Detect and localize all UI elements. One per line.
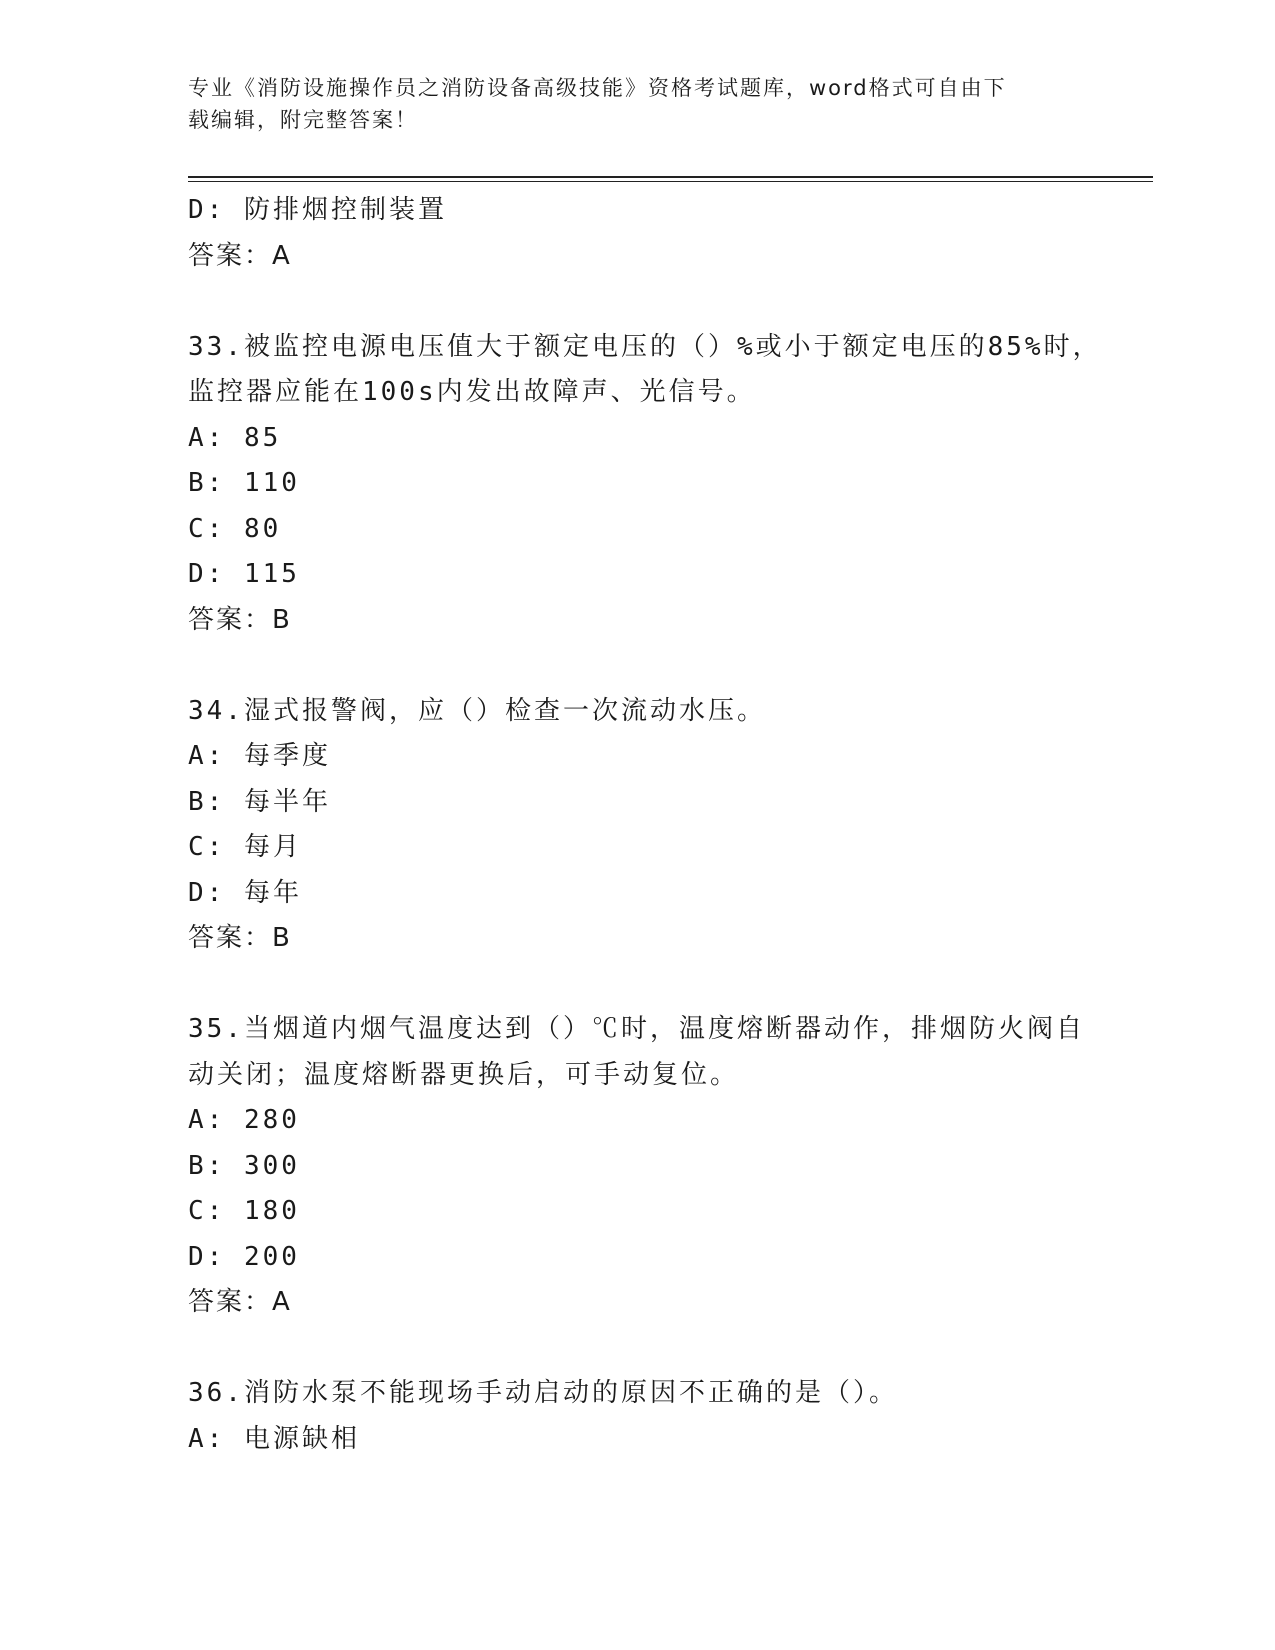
- question-34-answer: 答案：B: [188, 923, 292, 953]
- spacer: [188, 962, 1088, 1008]
- spacer: [188, 643, 1088, 689]
- question-33-option-b: B: 110: [188, 468, 300, 498]
- question-33-option-a: A: 85: [188, 422, 282, 453]
- spacer: [188, 279, 1088, 325]
- prev-option-d: D: 防排烟控制装置: [188, 195, 447, 225]
- header-divider-thick: [188, 176, 1153, 178]
- question-33-answer: 答案：B: [188, 604, 292, 635]
- question-list: [188, 188, 1102, 1462]
- spacer: [188, 1326, 1088, 1372]
- question-34-option-d: D: 每年: [188, 877, 302, 908]
- question-33-text-line-1: 33.被监控电源电压值大于额定电压的（）%或小于额定电压的85%时，: [188, 331, 1102, 362]
- question-35-option-a: A: 280: [188, 1105, 300, 1135]
- prev-answer: 答案：A: [188, 240, 292, 271]
- question-34-option-c: C: 每月: [188, 832, 302, 862]
- question-35: [188, 1007, 1088, 1326]
- document-header: [188, 72, 1078, 136]
- question-33: [188, 325, 1102, 644]
- question-36-text: 36.消防水泵不能现场手动启动的原因不正确的是（）。: [188, 1378, 898, 1408]
- question-33-text-line-2: 监控器应能在100s内发出故障声、光信号。: [188, 377, 756, 407]
- question-35-option-d: D: 200: [188, 1241, 300, 1272]
- header-line-2: 载编辑，附完整答案！: [188, 108, 418, 132]
- question-36-option-a: A: 电源缺相: [188, 1423, 360, 1454]
- question-33-option-c: C: 80: [188, 513, 282, 544]
- question-35-text-line-1: 35.当烟道内烟气温度达到（）℃时，温度熔断器动作，排烟防火阀自: [188, 1014, 1085, 1044]
- question-36: [188, 1371, 1088, 1462]
- question-34-option-b: B: 每半年: [188, 786, 331, 817]
- question-35-answer: 答案：A: [188, 1287, 292, 1317]
- question-34-option-a: A: 每季度: [188, 741, 331, 771]
- question-34: [188, 689, 1088, 962]
- header-line-1: 专业《消防设施操作员之消防设备高级技能》资格考试题库，word格式可自由下: [188, 76, 1007, 100]
- header-divider-thin: [188, 181, 1153, 182]
- question-34-text: 34.湿式报警阀，应（）检查一次流动水压。: [188, 695, 766, 726]
- question-35-option-c: C: 180: [188, 1196, 300, 1226]
- question-33-option-d: D: 115: [188, 559, 300, 589]
- question-35-text-line-2: 动关闭；温度熔断器更换后，可手动复位。: [188, 1059, 740, 1090]
- question-35-option-b: B: 300: [188, 1150, 300, 1181]
